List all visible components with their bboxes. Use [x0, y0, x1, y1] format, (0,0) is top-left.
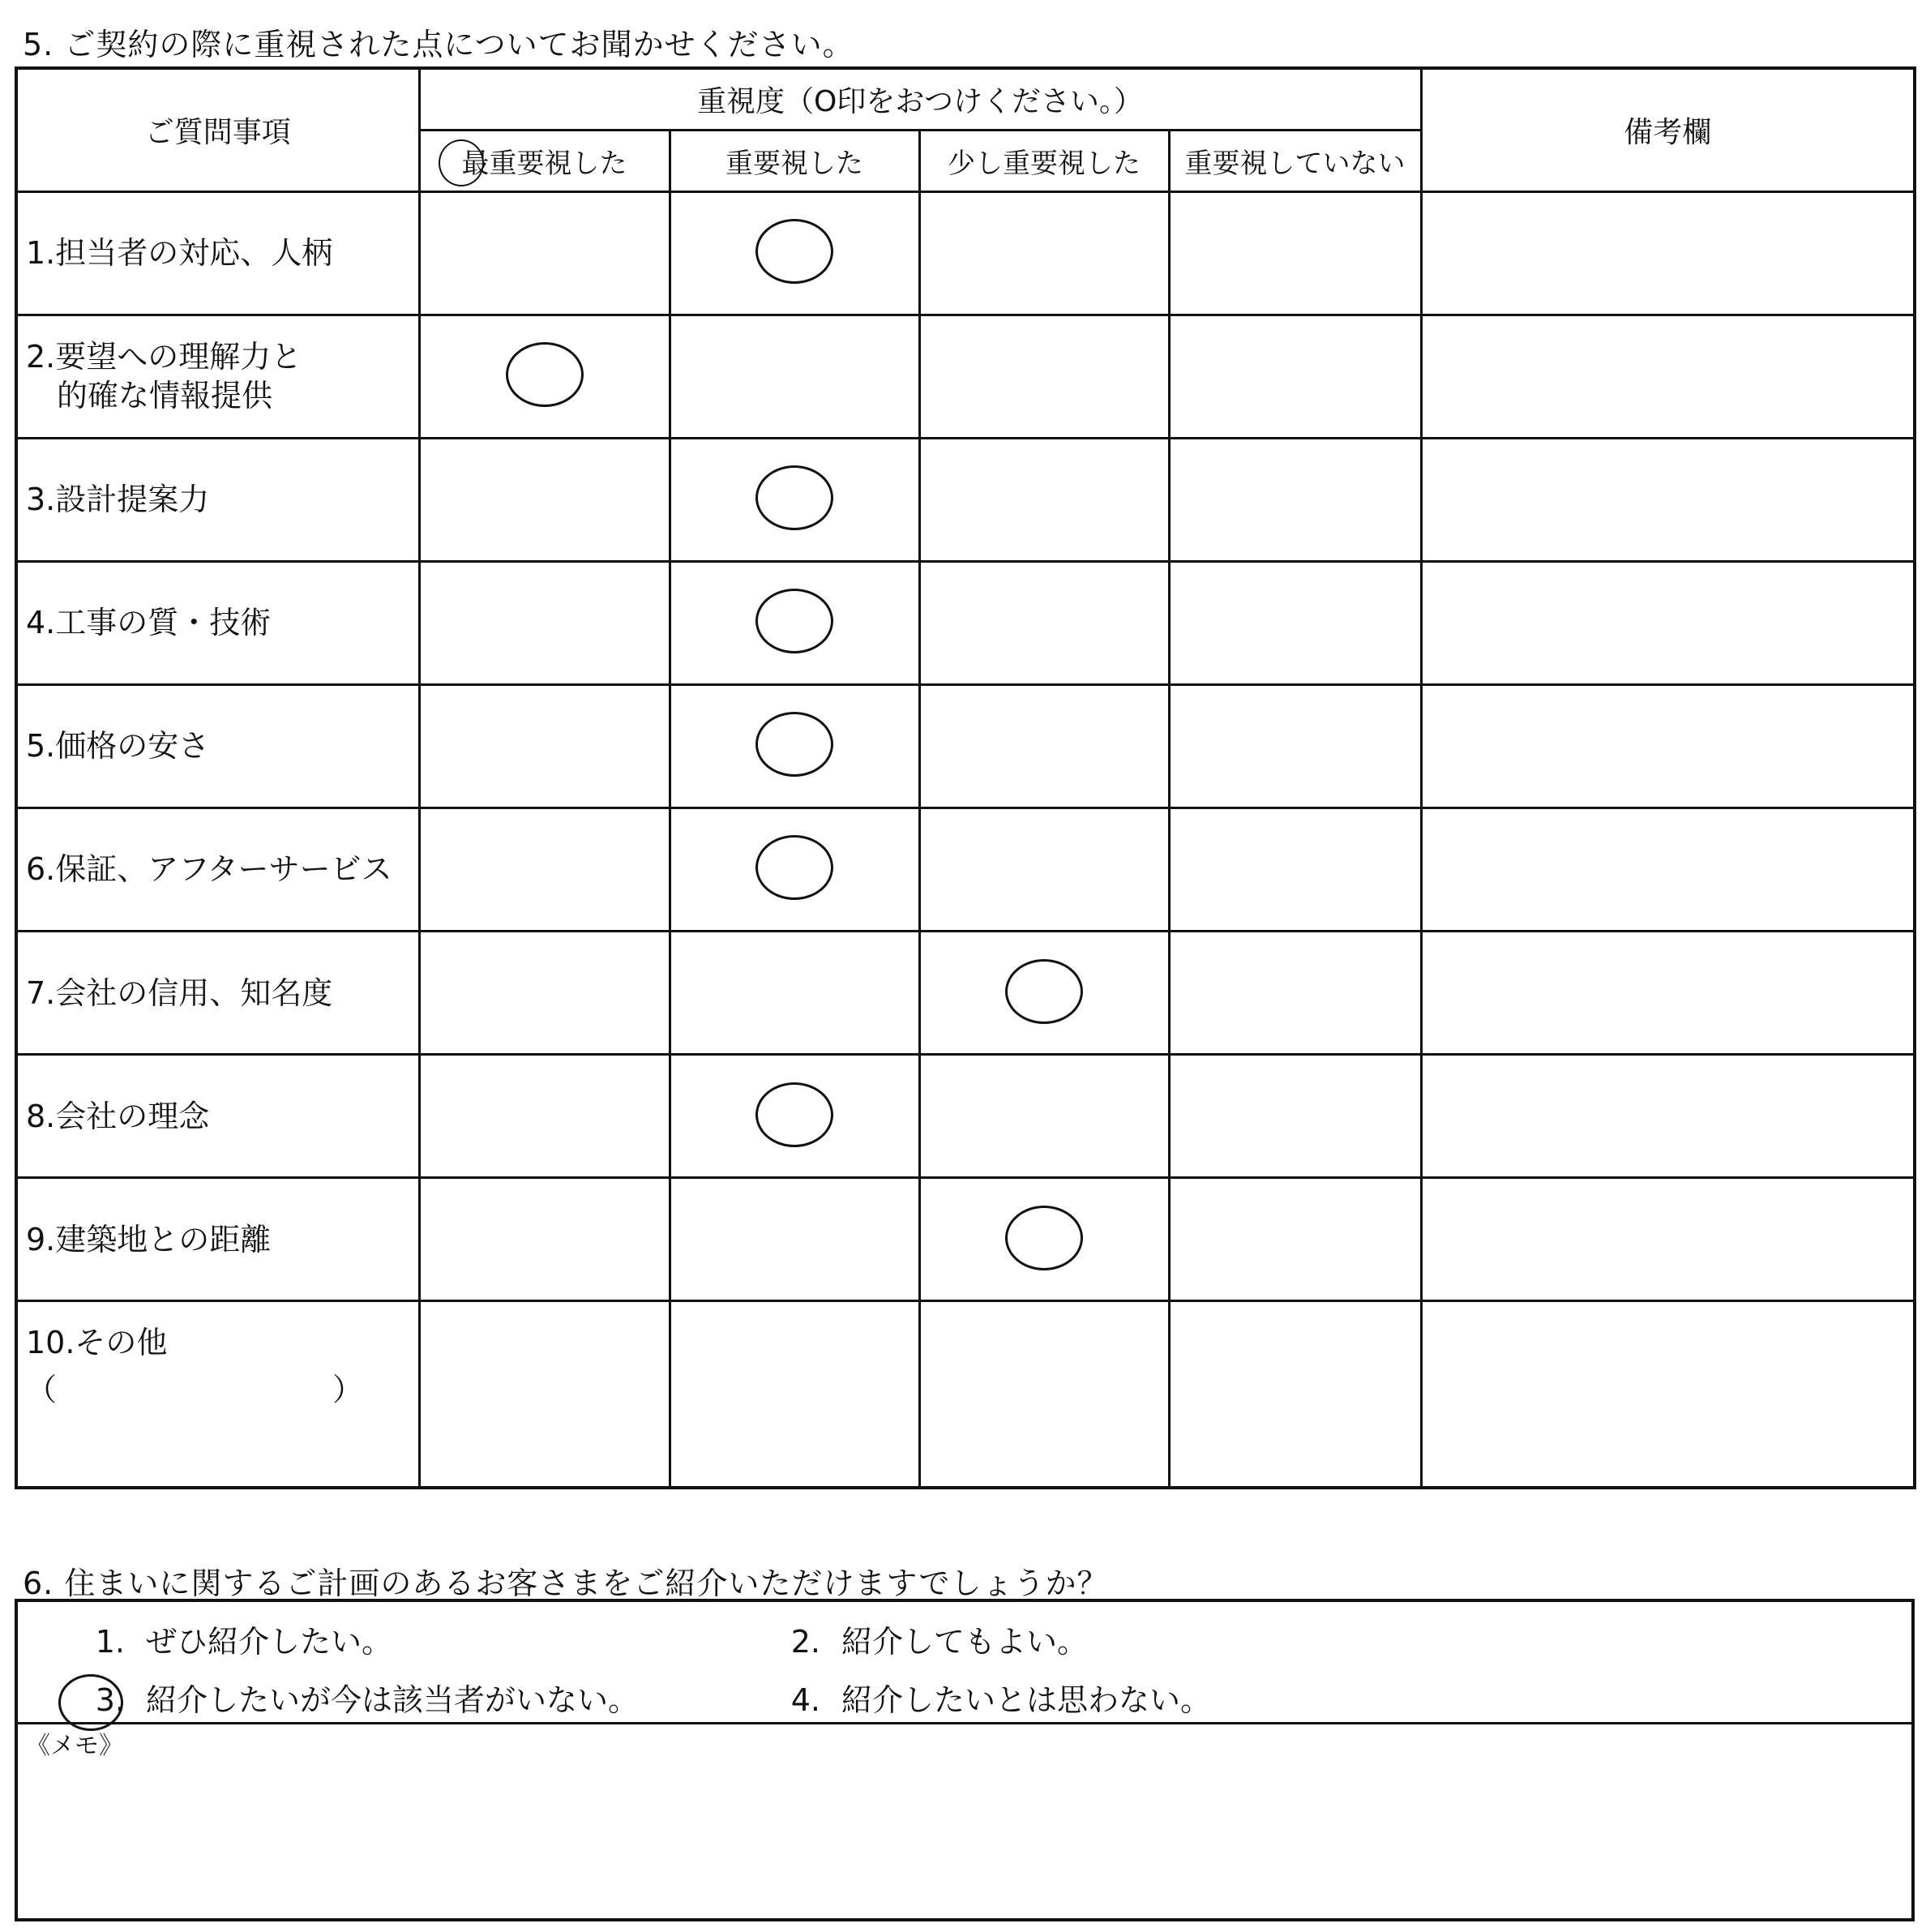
option-number — [75, 1682, 125, 1718]
referral-box — [15, 1599, 1915, 1921]
choice-cell[interactable] — [1169, 561, 1421, 684]
level-label: 最重要視した — [461, 147, 627, 180]
level-most-important — [419, 130, 670, 191]
choice-cell[interactable] — [419, 561, 670, 684]
choice-cell[interactable] — [419, 315, 670, 438]
choice-cell[interactable] — [919, 438, 1169, 561]
choice-cell[interactable] — [670, 932, 919, 1055]
option-number: 1. — [95, 1624, 125, 1660]
question-6-title: 6. 住まいに関するご計画のあるお客さまをご紹介いただけますでしょうか？ — [23, 1566, 1109, 1601]
question-5-title: 5. ご契約の際に重視された点についてお聞かせください。 — [23, 27, 854, 62]
choice-cell[interactable] — [670, 1055, 919, 1178]
choice-cell[interactable] — [670, 438, 919, 561]
choice-cell[interactable] — [419, 932, 670, 1055]
table-row — [16, 1055, 1915, 1178]
choice-cell[interactable] — [919, 1055, 1169, 1178]
remarks-cell[interactable] — [1421, 191, 1915, 315]
other-paren — [26, 1370, 418, 1409]
option-text: ぜひ紹介したい。 — [146, 1624, 393, 1660]
choice-cell[interactable] — [1169, 1301, 1421, 1488]
header-remarks: 備考欄 — [1421, 68, 1915, 191]
circle-mark — [755, 219, 833, 284]
paren-close: ） — [332, 1372, 364, 1408]
circle-mark — [1005, 959, 1083, 1024]
circle-mark — [439, 139, 484, 186]
circle-mark — [506, 342, 584, 407]
circle-mark — [755, 1082, 833, 1147]
choice-cell[interactable] — [919, 1178, 1169, 1301]
option-2[interactable] — [770, 1617, 1088, 1661]
option-1[interactable] — [75, 1617, 392, 1661]
table-row — [16, 932, 1915, 1055]
table-row — [16, 191, 1915, 315]
row-label: 5.価格の安さ — [16, 684, 419, 807]
option-number-text: 3. — [95, 1682, 125, 1718]
choice-cell[interactable] — [1169, 191, 1421, 315]
choice-cell[interactable] — [670, 315, 919, 438]
remarks-cell[interactable] — [1421, 684, 1915, 807]
table-row — [16, 438, 1915, 561]
choice-cell[interactable] — [419, 1055, 670, 1178]
row-label: 8.会社の理念 — [16, 1055, 419, 1178]
row-label: 9.建築地との距離 — [16, 1178, 419, 1301]
option-text: 紹介したいが今は該当者がいない。 — [146, 1682, 640, 1718]
choice-cell[interactable] — [1169, 1178, 1421, 1301]
row-label — [16, 1301, 419, 1488]
row-label: 6.保証、アフターサービス — [16, 807, 419, 931]
choice-cell[interactable] — [1169, 315, 1421, 438]
choice-cell[interactable] — [419, 191, 670, 315]
option-3[interactable] — [75, 1675, 639, 1720]
option-text: 紹介してもよい。 — [841, 1624, 1089, 1660]
importance-table — [15, 66, 1916, 1489]
row-label: 7.会社の信用、知名度 — [16, 932, 419, 1055]
circle-mark — [58, 1674, 123, 1731]
choice-cell[interactable] — [670, 1301, 919, 1488]
choice-cell[interactable] — [919, 561, 1169, 684]
remarks-cell[interactable] — [1421, 438, 1915, 561]
choice-cell[interactable] — [1169, 807, 1421, 931]
option-number: 4. — [790, 1682, 820, 1718]
circle-mark — [1005, 1206, 1083, 1270]
remarks-cell[interactable] — [1421, 1055, 1915, 1178]
circle-mark — [755, 712, 833, 777]
choice-cell[interactable] — [670, 561, 919, 684]
level-important: 重要視した — [670, 130, 919, 191]
circle-mark — [755, 465, 833, 530]
table-row — [16, 1178, 1915, 1301]
row-label-line: 2.要望への理解力と — [26, 339, 302, 375]
table-row — [16, 684, 1915, 807]
choice-cell[interactable] — [670, 684, 919, 807]
choice-cell[interactable] — [670, 1178, 919, 1301]
remarks-cell[interactable] — [1421, 315, 1915, 438]
remarks-cell[interactable] — [1421, 807, 1915, 931]
row-label: 3.設計提案力 — [16, 438, 419, 561]
choice-cell[interactable] — [919, 191, 1169, 315]
paren-open: （ — [26, 1372, 58, 1408]
choice-cell[interactable] — [919, 1301, 1169, 1488]
choice-cell[interactable] — [1169, 932, 1421, 1055]
row-label-line: 的確な情報提供 — [57, 378, 273, 414]
choice-cell[interactable] — [670, 191, 919, 315]
choice-cell[interactable] — [1169, 684, 1421, 807]
choice-cell[interactable] — [919, 315, 1169, 438]
circle-mark — [755, 835, 833, 900]
choice-cell[interactable] — [670, 807, 919, 931]
option-number: 2. — [790, 1624, 820, 1660]
remarks-cell[interactable] — [1421, 1178, 1915, 1301]
level-somewhat-important: 少し重要視した — [919, 130, 1169, 191]
choice-cell[interactable] — [919, 684, 1169, 807]
remarks-cell[interactable] — [1421, 932, 1915, 1055]
referral-options — [18, 1602, 1911, 1724]
row-label — [16, 315, 419, 438]
circle-mark — [755, 589, 833, 653]
choice-cell[interactable] — [1169, 1055, 1421, 1178]
level-not-important: 重要視していない — [1169, 130, 1421, 191]
choice-cell[interactable] — [419, 684, 670, 807]
remarks-cell[interactable] — [1421, 561, 1915, 684]
table-row — [16, 315, 1915, 438]
row-label: 4.工事の質・技術 — [16, 561, 419, 684]
choice-cell[interactable] — [419, 807, 670, 931]
choice-cell[interactable] — [419, 1178, 670, 1301]
choice-cell[interactable] — [419, 438, 670, 561]
remarks-cell[interactable] — [1421, 1301, 1915, 1488]
choice-cell[interactable] — [919, 807, 1169, 931]
choice-cell[interactable] — [1169, 438, 1421, 561]
row-label: 1.担当者の対応、人柄 — [16, 191, 419, 315]
row-label-line: 10.その他 — [26, 1325, 168, 1361]
choice-cell[interactable] — [919, 932, 1169, 1055]
memo-label: 《メモ》 — [26, 1732, 123, 1760]
option-4[interactable] — [770, 1675, 1211, 1720]
table-row — [16, 561, 1915, 684]
header-item: ご質問事項 — [16, 68, 419, 191]
option-text: 紹介したいとは思わない。 — [841, 1682, 1212, 1718]
table-row — [16, 807, 1915, 931]
header-importance: 重視度（O印をおつけください。） — [419, 68, 1421, 130]
table-row — [16, 1301, 1915, 1488]
choice-cell[interactable] — [419, 1301, 670, 1488]
